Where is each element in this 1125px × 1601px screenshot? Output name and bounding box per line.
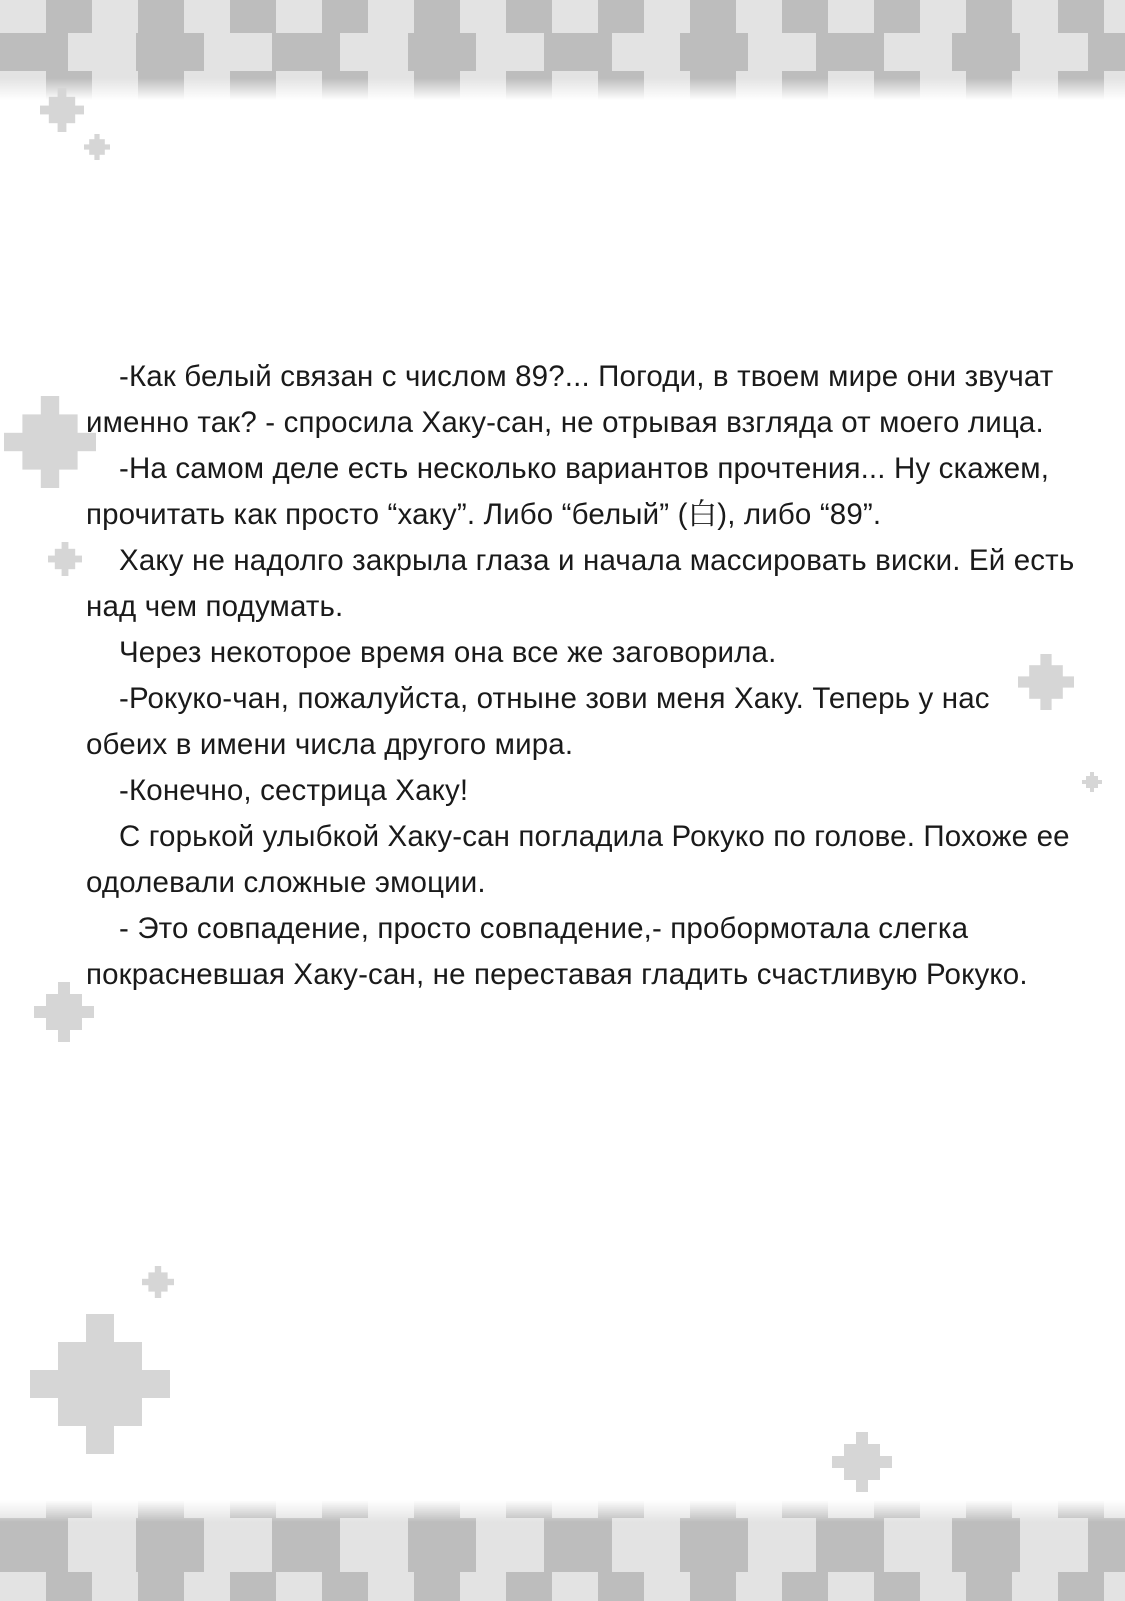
checker-cell [92,1572,138,1601]
checker-cell [598,0,644,33]
checker-cell [0,0,46,33]
checker-cell [952,1518,1020,1572]
checker-cell [204,1518,272,1572]
paragraph: -Рокуко-чан, пожалуйста, отныне зови меня Хаку. Теперь у нас обеих в имени числа другого мира. [86,682,999,761]
checker-cell [598,1572,644,1601]
checker-cell [408,33,476,71]
checker-cell [0,33,68,71]
checker-cell [828,1572,874,1601]
checker-cell [138,0,184,33]
checker-cell [966,1572,1012,1601]
checker-cell [920,1572,966,1601]
paragraph: -Как белый связан с числом 89?... Погоди, в твоем мире они звучат именно так? - спросила Хаку-сан, не отрывая взгляда от моего лица. [86,360,1062,439]
checker-cell [1058,1572,1104,1601]
sparkle-icon [34,982,94,1042]
checker-cell [612,33,680,71]
checker-cell [92,0,138,33]
checker-cell [816,1518,884,1572]
checker-cell [748,33,816,71]
band-fade [0,78,1125,100]
checker-cell [368,1572,414,1601]
checker-cell [340,1518,408,1572]
sparkle-icon [1082,772,1102,792]
checker-cell [408,1518,476,1572]
story-text [86,354,1083,998]
checker-cell [1012,0,1058,33]
checker-cell [322,1572,368,1601]
checker-cell [46,1572,92,1601]
checker-cell [952,33,1020,71]
checker-cell [506,0,552,33]
sparkle-icon [30,1314,170,1454]
checker-cell [782,1572,828,1601]
checker-cell [736,1572,782,1601]
checker-cell [544,1518,612,1572]
checker-cell [414,1572,460,1601]
checker-cell [874,0,920,33]
checker-cell [230,0,276,33]
checker-cell [46,0,92,33]
checker-row [0,1518,1125,1572]
checker-cell [1104,0,1125,33]
paragraph: -На самом деле есть несколько вариантов прочтения... Ну скажем, прочитать как просто “хаку”. Либо “белый” (白), либо “89”. [86,452,1058,531]
checker-cell [1104,1572,1125,1601]
sparkle-icon [4,396,96,488]
checker-cell [0,1518,68,1572]
checker-cell [1020,33,1088,71]
checker-cell [184,0,230,33]
checker-cell [816,33,884,71]
sparkle-icon [48,542,82,576]
checkerboard-border-top [0,0,1125,100]
checker-cell [1012,1572,1058,1601]
checker-cell [874,1572,920,1601]
checker-cell [340,33,408,71]
checker-cell [184,1572,230,1601]
sparkle-icon [832,1432,892,1492]
checker-cell [136,1518,204,1572]
band-fade [0,1500,1125,1522]
paragraph: Через некоторое время она все же заговорила. [119,636,777,669]
checker-cell [680,1518,748,1572]
checker-cell [460,0,506,33]
checker-cell [136,33,204,71]
checker-cell [460,1572,506,1601]
checker-cell [748,1518,816,1572]
checkerboard-border-bottom [0,1500,1125,1601]
checker-cell [644,1572,690,1601]
checker-cell [138,1572,184,1601]
paragraph: - Это совпадение, просто совпадение,- пробормотала слегка покрасневшая Хаку-сан, не переставая гладить счастливую Рокуко. [86,912,1028,991]
checker-cell [276,1572,322,1601]
checker-cell [966,0,1012,33]
checker-cell [204,33,272,71]
checker-cell [322,0,368,33]
checker-cell [680,33,748,71]
checker-cell [68,33,136,71]
checker-cell [782,0,828,33]
checker-cell [552,1572,598,1601]
checker-cell [552,0,598,33]
checker-cell [276,0,322,33]
checker-cell [1088,33,1125,71]
checker-cell [368,0,414,33]
checker-cell [828,0,874,33]
checker-cell [68,1518,136,1572]
paragraph: Хаку не надолго закрыла глаза и начала массировать виски. Ей есть над чем подумать. [86,544,1083,623]
checker-cell [0,1572,46,1601]
checker-cell [544,33,612,71]
checker-row [0,0,1125,33]
checker-row [0,33,1125,71]
sparkle-icon [40,88,84,132]
checker-cell [230,1572,276,1601]
sparkle-icon [142,1266,174,1298]
checker-cell [690,1572,736,1601]
checker-cell [506,1572,552,1601]
checker-cell [884,33,952,71]
checker-row [0,1572,1125,1601]
checker-cell [920,0,966,33]
checker-cell [272,1518,340,1572]
checker-cell [476,1518,544,1572]
checker-cell [736,0,782,33]
checker-cell [884,1518,952,1572]
checker-cell [690,0,736,33]
checker-cell [1088,1518,1125,1572]
paragraph: -Конечно, сестрица Хаку! [119,774,469,807]
checker-cell [1058,0,1104,33]
sparkle-icon [84,134,110,160]
paragraph: С горькой улыбкой Хаку-сан погладила Рокуко по голове. Похоже ее одолевали сложные эмоции. [86,820,1079,899]
checker-cell [272,33,340,71]
checker-cell [644,0,690,33]
checker-cell [476,33,544,71]
checker-cell [414,0,460,33]
checker-cell [1020,1518,1088,1572]
checker-cell [612,1518,680,1572]
